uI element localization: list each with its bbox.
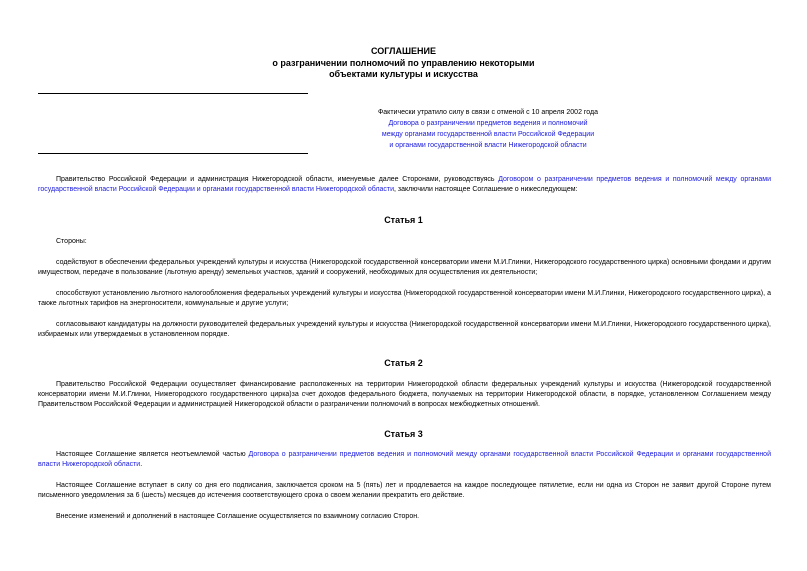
top-divider: [38, 93, 308, 94]
article-1-paragraph-1: содействуют в обеспечении федеральных учреждений культуры и искусства (Нижегородской государственной консерватории имени М.И.Глинки, Нижегородского государственного цирка) основными фондами и другим имуществом, передаче в пользование (льготную аренду) земельных участков, зданий и сооружений, необходимых для осуществления их деятельности;: [38, 259, 771, 276]
preamble-paragraph: [38, 175, 771, 195]
article-3-paragraph-1: [38, 450, 771, 470]
article-3-text-after: .: [140, 461, 143, 468]
article-3-text-before: Настоящее Соглашение является неотъемлемой частью: [56, 451, 249, 458]
document-title: СОГЛАШЕНИЕ: [371, 46, 436, 56]
article-3-paragraph-3: Внесение изменений и дополнений в настоящее Соглашение осуществляется по взаимному согласию Сторон.: [56, 513, 420, 520]
document-subtitle-line-2: объектами культуры и искусства: [329, 69, 478, 79]
preamble-text-before: Правительство Российской Федерации и администрация Нижегородской области, именуемые далее Сторонами, руководствуясь: [56, 176, 499, 183]
bottom-divider: [38, 153, 308, 154]
article-1-intro: Стороны:: [56, 238, 87, 245]
article-3-heading: Статья 3: [384, 429, 423, 439]
article-2-paragraph-1: Правительство Российской Федерации осуществляет финансирование расположенных на территории Нижегородской области федеральных учреждений культуры и искусства (Нижегородской государственной консерватории имени М.И.Глинки, Нижегородского государственного цирка)за счет доходов федерального бюджета, получаемых на территории Нижегородской области, в порядке, установленном Соглашением между Правительством Российской Федерации и администрацией Нижегородской области о разграничении полномочий в вопросах межбюджетных отношений.: [38, 381, 771, 408]
status-note-link-line-1[interactable]: Договора о разграничении предметов ведения и полномочий: [388, 120, 588, 127]
article-2-heading: Статья 2: [384, 358, 423, 368]
article-1-paragraph-3: согласовывают кандидатуры на должности руководителей федеральных учреждений культуры и искусства (Нижегородской государственной консерватории имени М.И.Глинки, Нижегородского государственного цирка), избираемых или утверждаемых в установленном порядке.: [38, 321, 771, 338]
article-3-paragraph-2: Настоящее Соглашение вступает в силу со дня его подписания, заключается сроком на 5 (пять) лет и продлевается на каждое последующее пятилетие, если ни одна из Сторон не заявит другой Стороне путем письменного уведомления за 6 (шесть) месяцев до истечения соответствующего срока о своем желании прекратить его действие.: [38, 482, 771, 499]
article-1-paragraph-2: способствуют установлению льготного налогообложения федеральных учреждений культуры и искусства (Нижегородской государственной консерватории имени М.И.Глинки, Нижегородского государственного цирка), а также льготных тарифов на энергоносители, коммунальные и другие услуги;: [38, 290, 771, 307]
status-note: Фактически утратило силу в связи с отменой с 10 апреля 2002 года: [377, 109, 599, 116]
status-note-link-line-2[interactable]: между органами государственной власти Российской Федерации: [381, 131, 595, 138]
document-subtitle-line-1: о разграничении полномочий по управлению некоторыми: [272, 58, 535, 68]
article-3-treaty-link[interactable]: Договора о разграничении предметов ведения и полномочий между органами государственной власти Российской Федерации и органами государственной власти Нижегородской области: [38, 451, 771, 468]
preamble-treaty-link[interactable]: Договором о разграничении предметов ведения и полномочий между органами государственной власти Российской Федерации и органами государственной власти Нижегородской области: [38, 176, 772, 193]
preamble-text-after: , заключили настоящее Соглашение о нижеследующем:: [394, 186, 578, 193]
article-1-heading: Статья 1: [384, 215, 423, 225]
status-note-link-line-3[interactable]: и органами государственной власти Нижегородской области: [389, 142, 587, 149]
